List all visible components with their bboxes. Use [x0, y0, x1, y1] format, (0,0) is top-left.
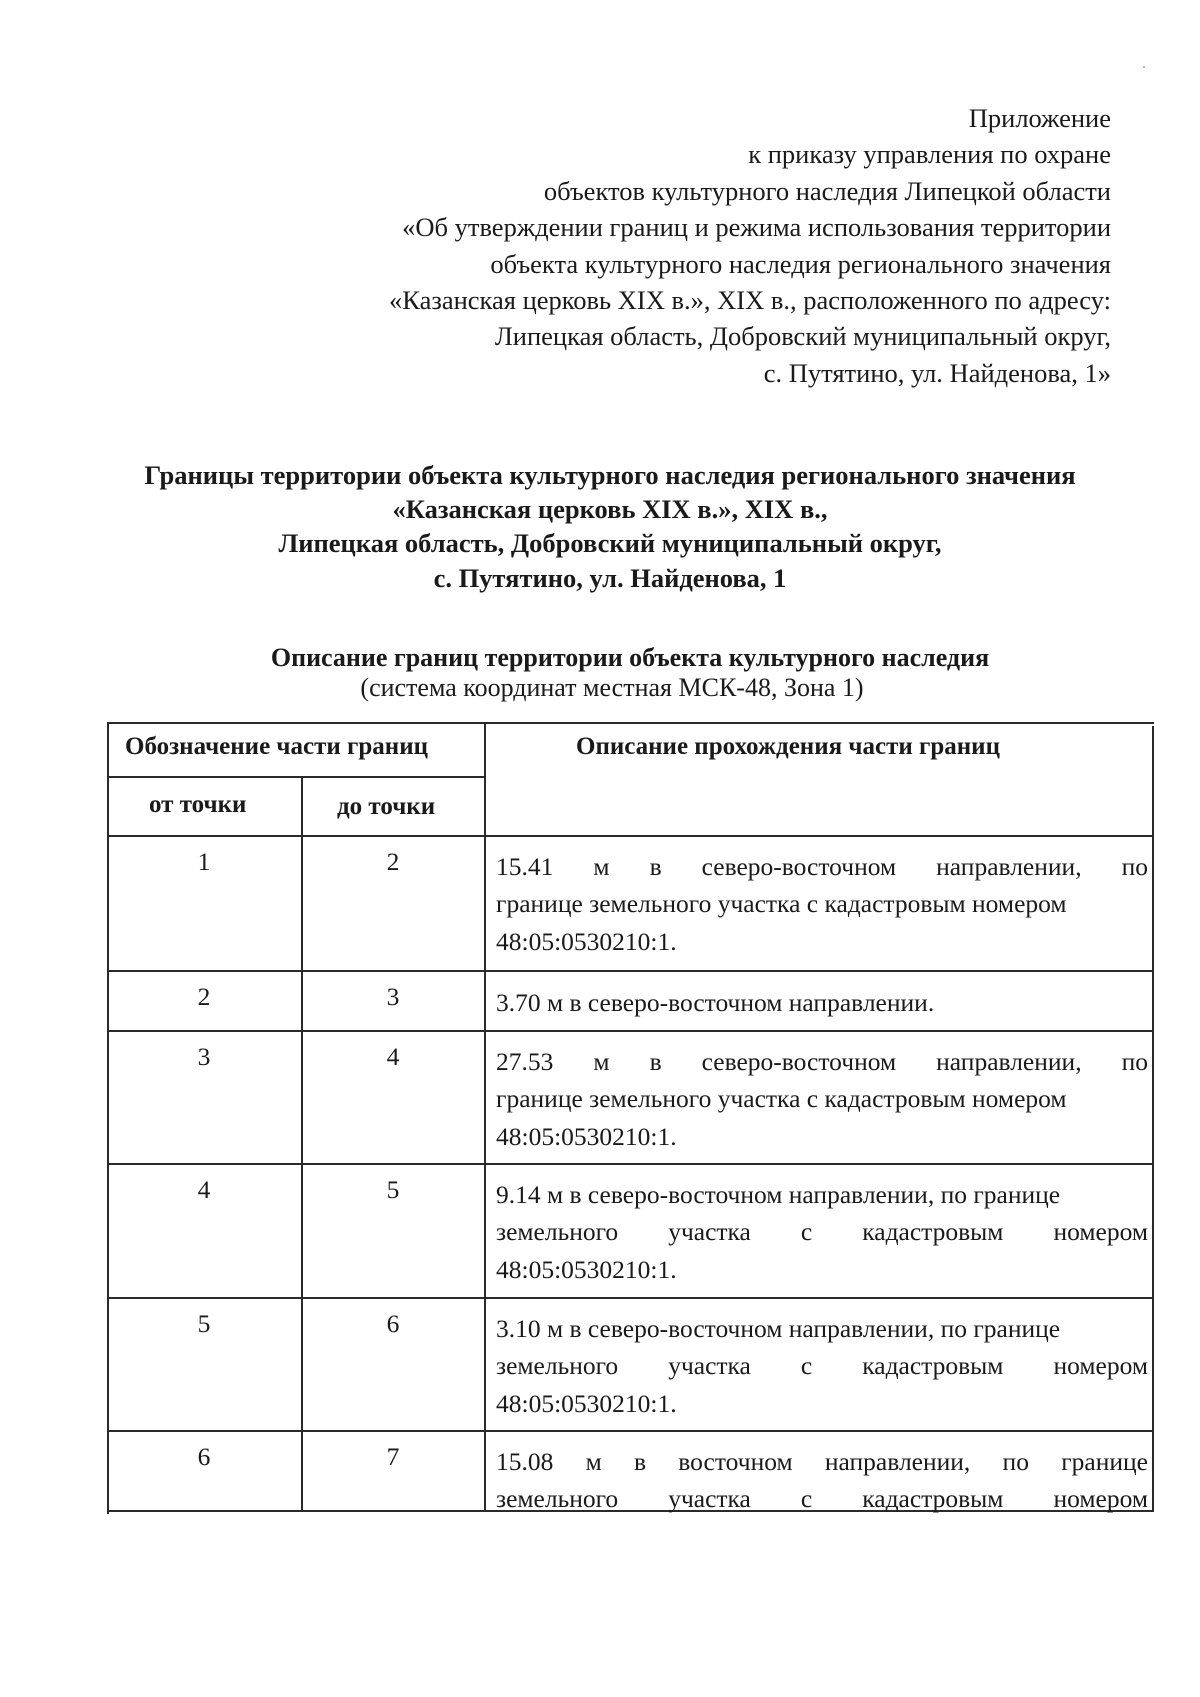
row-from-point: 4	[197, 1175, 211, 1204]
row-to-point: 2	[386, 847, 400, 876]
table-row-line	[107, 1030, 1154, 1032]
description-title: Описание границ территории объекта культурного наследия	[270, 643, 990, 672]
row-description-line: 15.08 м в восточном направлении, по границе	[496, 1447, 1148, 1476]
header-description-label: Описание прохождения части границ	[576, 733, 1000, 760]
row-description	[496, 1176, 1148, 1288]
row-description-line: 48:05:0530210:1.	[496, 1254, 677, 1284]
row-description-line: 3.70 м в северо-восточном направлении.	[496, 988, 935, 1017]
row-to-point: 3	[386, 982, 400, 1011]
table-border-top	[107, 722, 1154, 724]
row-from-point: 1	[197, 847, 211, 876]
row-description	[496, 1310, 1148, 1422]
title-line: с. Путятино, ул. Найденова, 1	[433, 562, 787, 593]
row-from-point: 5	[197, 1309, 211, 1338]
row-description-line: 27.53 м в северо-восточном направлении, по	[496, 1047, 1148, 1076]
row-description-line: границе земельного участка с кадастровым номером	[496, 889, 1067, 919]
row-description-line: 3.10 м в северо-восточном направлении, по границе	[496, 1314, 1061, 1343]
table-header-group-line	[107, 776, 485, 778]
appendix-line: «Казанская церковь XIX в.», XIX в., расположенного по адресу:	[389, 285, 1111, 316]
row-description-line: земельного участка с кадастровым номером	[496, 1217, 1148, 1247]
row-description-line: 15.41 м в северо-восточном направлении, по	[496, 852, 1148, 881]
description-subtitle: (система координат местная МСК-48, Зона 1)	[360, 673, 864, 702]
table-divider-from-to	[301, 777, 303, 1512]
header-to-label: до точки	[337, 793, 436, 820]
row-description-line: границе земельного участка с кадастровым номером	[496, 1084, 1067, 1114]
table-row-line	[107, 1297, 1154, 1299]
row-description	[496, 984, 1148, 1021]
table-row-line	[107, 1430, 1154, 1432]
appendix-line: Липецкая область, Добровский муниципальный округ,	[494, 321, 1111, 352]
appendix-line: объекта культурного наследия регионального значения	[490, 248, 1111, 279]
appendix-line: с. Путятино, ул. Найденова, 1»	[763, 357, 1111, 388]
row-to-point: 4	[386, 1042, 400, 1071]
header-group-label: Обозначение части границ	[125, 733, 429, 760]
row-description-line: 48:05:0530210:1.	[496, 1388, 677, 1418]
table-border-left	[107, 722, 109, 1514]
header-from-label: от точки	[149, 791, 247, 818]
row-description-line: 9.14 м в северо-восточном направлении, по границе	[496, 1180, 1061, 1209]
row-from-point: 6	[197, 1442, 211, 1471]
appendix-line: к приказу управления по охране	[748, 139, 1111, 170]
table-border-right	[1152, 726, 1154, 1510]
title-line: «Казанская церковь XIX в.», XIX в.,	[392, 494, 828, 525]
appendix-line: объектов культурного наследия Липецкой области	[543, 175, 1111, 206]
table-row-line	[107, 1163, 1154, 1165]
row-description	[496, 1043, 1148, 1155]
row-description-line: земельного участка с кадастровым номером	[496, 1484, 1148, 1514]
appendix-line: Приложение	[968, 103, 1111, 133]
row-to-point: 7	[386, 1442, 400, 1471]
row-description	[496, 1443, 1148, 1518]
row-from-point: 3	[197, 1042, 211, 1071]
row-to-point: 5	[386, 1175, 400, 1204]
row-description-line: 48:05:0530210:1.	[496, 1121, 677, 1151]
row-description-line: земельного участка с кадастровым номером	[496, 1351, 1148, 1381]
row-description	[496, 848, 1148, 960]
title-line: Липецкая область, Добровский муниципальный округ,	[278, 528, 942, 559]
title-line: Границы территории объекта культурного наследия регионального значения	[144, 460, 1076, 490]
row-description-line: 48:05:0530210:1.	[496, 926, 677, 956]
row-from-point: 2	[197, 982, 211, 1011]
table-divider-group-desc	[484, 724, 486, 1512]
table-header-bottom-line	[107, 835, 1154, 837]
table-row-line	[107, 970, 1154, 972]
row-to-point: 6	[386, 1309, 400, 1338]
appendix-line: «Об утверждении границ и режима использования территории	[402, 212, 1111, 243]
